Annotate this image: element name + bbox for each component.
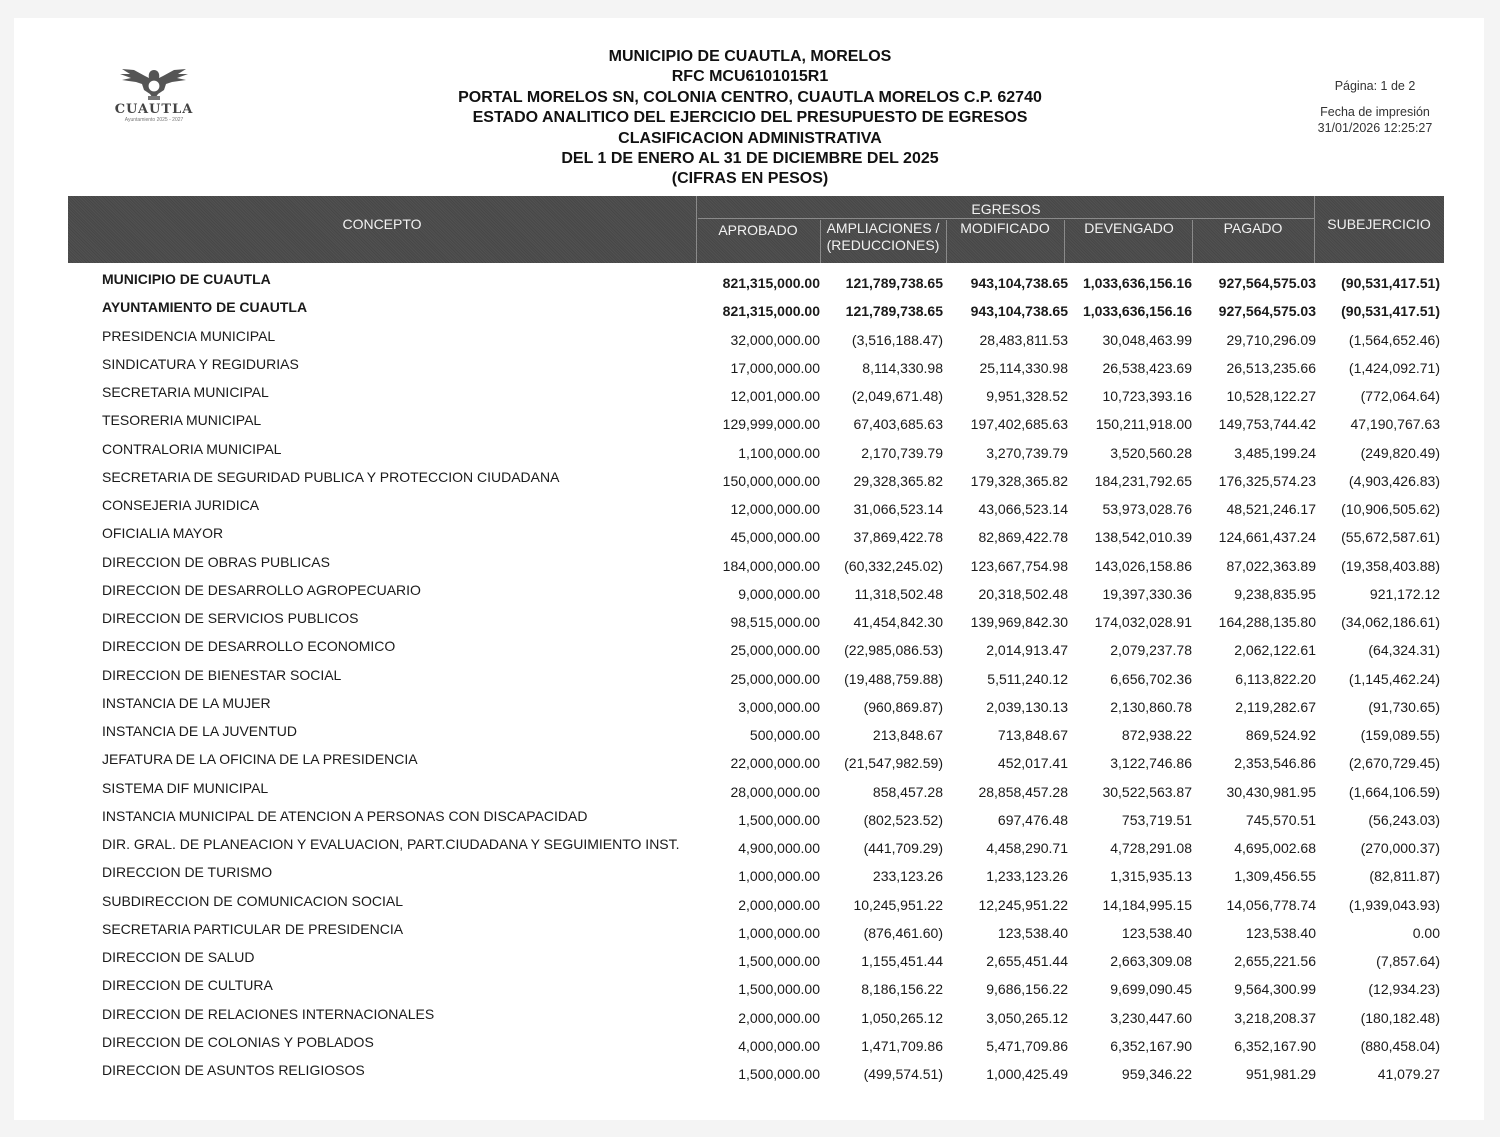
row-modificado-value: 28,858,457.28 [978,783,1068,800]
row-aprobado-value: 1,000,000.00 [738,868,820,885]
row-devengado-value: 174,032,028.91 [1094,614,1192,630]
row-modificado-value: 197,402,685.63 [970,416,1068,433]
reducciones-label: (REDUCCIONES) [826,237,940,253]
row-subejercicio-value: 921,172.12 [1369,585,1440,602]
row-aprobado-value: 32,000,000.00 [730,331,820,348]
row-pagado-value: 149,753,744.42 [1218,416,1316,433]
row-pagado-value: 48,521,246.17 [1226,501,1316,517]
table-row [0,893,1500,921]
table-row [0,836,1500,864]
row-ampliaciones-value: 67,403,685.63 [853,416,943,433]
row-subejercicio-value: (1,564,652.46) [1348,331,1440,348]
row-devengado-value: 53,973,028.76 [1102,501,1192,517]
header-line-report-title: ESTADO ANALITICO DEL EJERCICIO DEL PRESUPUESTO DE EGRESOS [472,109,1028,127]
row-ampliaciones-value: (21,547,982.59) [844,755,943,772]
row-subejercicio-value: (1,664,106.59) [1348,783,1440,800]
column-header-aprobado: APROBADO [718,222,798,238]
row-modificado-value: 452,017.41 [997,755,1068,772]
row-subejercicio-value: (90,531,417.51) [1341,303,1440,320]
eagle-emblem-icon [114,66,194,104]
row-pagado-value: 869,524.92 [1245,727,1316,743]
row-pagado-value: 176,325,574.23 [1218,472,1316,489]
row-devengado-value: 123,538.40 [1121,924,1192,941]
table-row [0,977,1500,1005]
table-row [0,384,1500,412]
row-aprobado-value: 1,100,000.00 [738,444,820,461]
row-subejercicio-value: (56,243.03) [1368,811,1440,828]
row-pagado-value: 29,710,296.09 [1226,331,1316,348]
row-concept: INSTANCIA MUNICIPAL DE ATENCION A PERSONAS CON DISCAPACIDAD [102,807,588,824]
row-pagado-value: 14,056,778.74 [1226,896,1316,913]
row-concept: DIRECCION DE DESARROLLO ECONOMICO [102,638,396,655]
row-subejercicio-value: (1,145,462.24) [1348,670,1440,687]
table-row [0,638,1500,666]
row-subejercicio-value: (19,358,403.88) [1341,557,1440,574]
row-devengado-value: 1,033,636,156.16 [1083,275,1192,291]
row-devengado-value: 3,230,447.60 [1110,1009,1192,1026]
row-subejercicio-value: (2,670,729.45) [1348,755,1440,772]
row-aprobado-value: 28,000,000.00 [730,783,820,800]
row-devengado-value: 184,231,792.65 [1094,472,1192,489]
row-ampliaciones-value: 37,869,422.78 [853,529,943,546]
row-modificado-value: 2,014,913.47 [986,642,1068,659]
row-modificado-value: 139,969,842.30 [970,614,1068,630]
row-subejercicio-value: (1,939,043.93) [1348,896,1440,913]
row-devengado-value: 138,542,010.39 [1094,529,1192,546]
row-ampliaciones-value: 1,155,451.44 [861,953,943,969]
row-aprobado-value: 25,000,000.00 [730,642,820,659]
table-row [0,921,1500,949]
table-row [0,1006,1500,1034]
print-meta [1290,78,1460,136]
header-line-classification: CLASIFICACION ADMINISTRATIVA [618,129,882,147]
row-ampliaciones-value: 2,170,739.79 [861,444,943,461]
row-subejercicio-value: (10,906,505.62) [1341,501,1440,517]
row-concept: CONTRALORIA MUNICIPAL [102,440,282,457]
row-pagado-value: 927,564,575.03 [1218,303,1316,320]
row-devengado-value: 30,522,563.87 [1102,783,1192,800]
table-row [0,356,1500,384]
row-modificado-value: 9,951,328.52 [986,388,1068,404]
row-aprobado-value: 2,000,000.00 [738,1009,820,1026]
row-devengado-value: 30,048,463.99 [1102,331,1192,348]
row-modificado-value: 3,050,265.12 [986,1009,1068,1026]
row-concept: JEFATURA DE LA OFICINA DE LA PRESIDENCIA [102,751,418,768]
row-devengado-value: 26,538,423.69 [1102,359,1192,376]
row-devengado-value: 19,397,330.36 [1102,585,1192,602]
row-modificado-value: 713,848.67 [997,727,1068,743]
table-row [0,412,1500,440]
row-modificado-value: 179,328,365.82 [970,472,1068,489]
row-aprobado-value: 25,000,000.00 [730,670,820,687]
row-devengado-value: 150,211,918.00 [1095,416,1192,433]
column-group-egresos: EGRESOS [971,201,1041,217]
row-aprobado-value: 4,900,000.00 [738,840,820,856]
row-aprobado-value: 2,000,000.00 [738,896,820,913]
row-aprobado-value: 150,000,000.00 [722,472,820,489]
row-modificado-value: 1,233,123.26 [986,868,1068,885]
page-number: Página: 1 de 2 [1334,79,1416,93]
row-subejercicio-value: 47,190,767.63 [1350,416,1440,433]
row-concept: OFICIALIA MAYOR [102,525,224,542]
row-subejercicio-value: (64,324.31) [1368,642,1440,659]
row-ampliaciones-value: 10,245,951.22 [853,896,943,913]
ampliaciones-label: AMPLIACIONES / [826,220,940,236]
table-row [0,723,1500,751]
row-pagado-value: 927,564,575.03 [1218,275,1316,291]
row-aprobado-value: 3,000,000.00 [738,698,820,715]
row-ampliaciones-value: 8,186,156.22 [861,981,943,998]
row-pagado-value: 9,238,835.95 [1234,585,1316,602]
table-row [0,299,1500,327]
row-ampliaciones-value: (19,488,759.88) [844,670,943,687]
column-header-modificado: MODIFICADO [960,220,1050,236]
row-concept: INSTANCIA DE LA JUVENTUD [102,723,298,739]
row-modificado-value: 2,655,451.44 [986,953,1068,969]
row-concept: DIRECCION DE ASUNTOS RELIGIOSOS [102,1062,365,1078]
row-subejercicio-value: (772,064.64) [1360,388,1440,404]
row-subejercicio-value: (4,903,426.83) [1348,472,1440,489]
table-row [0,441,1500,469]
table-row [0,469,1500,497]
row-pagado-value: 164,288,135.80 [1218,614,1316,630]
column-header-pagado: PAGADO [1223,220,1283,236]
row-ampliaciones-value: (441,709.29) [863,840,943,856]
row-aprobado-value: 821,315,000.00 [722,303,820,320]
row-aprobado-value: 1,000,000.00 [738,924,820,941]
row-ampliaciones-value: 121,789,738.65 [845,303,943,320]
row-ampliaciones-value: (22,985,086.53) [844,642,943,659]
table-row [0,497,1500,525]
row-devengado-value: 10,723,393.16 [1102,388,1192,404]
row-devengado-value: 2,130,860.78 [1110,698,1192,715]
header-line-units: (CIFRAS EN PESOS) [671,170,829,188]
row-subejercicio-value: (55,672,587.61) [1341,529,1440,546]
row-devengado-value: 2,663,309.08 [1110,953,1192,969]
table-row [0,328,1500,356]
table-row [0,271,1500,299]
row-modificado-value: 1,000,425.49 [986,1066,1068,1082]
row-concept: INSTANCIA DE LA MUJER [102,694,271,711]
row-ampliaciones-value: 29,328,365.82 [853,472,943,489]
row-ampliaciones-value: 1,050,265.12 [861,1009,943,1026]
row-devengado-value: 1,033,636,156.16 [1083,303,1192,320]
row-devengado-value: 959,346.22 [1121,1066,1192,1082]
row-subejercicio-value: 41,079.27 [1377,1066,1440,1082]
row-subejercicio-value: (7,857.64) [1376,953,1440,969]
row-concept: DIR. GRAL. DE PLANEACION Y EVALUACION, PART.CIUDADANA Y SEGUIMIENTO INST. [102,836,680,852]
row-ampliaciones-value: (802,523.52) [863,811,943,828]
row-pagado-value: 9,564,300.99 [1234,981,1316,998]
table-row [0,1062,1500,1090]
report-header [380,47,1120,190]
row-pagado-value: 124,661,437.24 [1218,529,1316,546]
row-modificado-value: 82,869,422.78 [978,529,1068,546]
row-concept: SISTEMA DIF MUNICIPAL [102,779,269,796]
row-aprobado-value: 1,500,000.00 [738,953,820,969]
row-concept: MUNICIPIO DE CUAUTLA [102,271,271,287]
print-date-label: Fecha de impresión [1320,105,1430,119]
row-modificado-value: 28,483,811.53 [979,331,1068,348]
row-concept: SECRETARIA PARTICULAR DE PRESIDENCIA [102,920,404,937]
row-modificado-value: 9,686,156.22 [986,981,1068,998]
table-row [0,864,1500,892]
column-header-concepto: CONCEPTO [342,216,422,232]
row-modificado-value: 2,039,130.13 [986,698,1068,715]
row-ampliaciones-value: 858,457.28 [872,783,943,800]
row-modificado-value: 5,471,709.86 [986,1037,1068,1054]
row-concept: DIRECCION DE OBRAS PUBLICAS [102,553,330,570]
row-concept: TESORERIA MUNICIPAL [102,412,262,429]
row-subejercicio-value: (880,458.04) [1360,1037,1440,1054]
table-row [0,1034,1500,1062]
header-line-municipality: MUNICIPIO DE CUAUTLA, MORELOS [608,48,892,65]
row-subejercicio-value: (90,531,417.51) [1341,275,1440,291]
row-concept: SINDICATURA Y REGIDURIAS [102,355,299,372]
row-devengado-value: 9,699,090.45 [1110,981,1192,998]
row-devengado-value: 143,026,158.86 [1094,557,1192,574]
table-header [68,196,1444,263]
row-concept: DIRECCION DE SALUD [102,949,255,965]
row-ampliaciones-value: (876,461.60) [863,924,943,941]
row-subejercicio-value: (180,182.48) [1360,1009,1440,1026]
logo-subtitle: Ayuntamiento 2025 - 2027 [124,117,184,123]
row-subejercicio-value: (1,424,092.71) [1348,359,1440,376]
row-ampliaciones-value: 31,066,523.14 [853,501,943,517]
row-aprobado-value: 17,000,000.00 [730,359,820,376]
table-row [0,525,1500,553]
row-concept: DIRECCION DE DESARROLLO AGROPECUARIO [102,581,421,598]
row-pagado-value: 123,538.40 [1245,924,1316,941]
row-modificado-value: 943,104,738.65 [970,275,1068,291]
row-subejercicio-value: 0.00 [1412,924,1440,941]
row-concept: DIRECCION DE BIENESTAR SOCIAL [102,666,342,683]
header-line-rfc: RFC MCU6101015R1 [671,68,829,86]
row-pagado-value: 6,113,822.20 [1235,670,1316,687]
column-header-devengado: DEVENGADO [1084,220,1174,236]
row-concept: DIRECCION DE RELACIONES INTERNACIONALES [102,1005,435,1022]
row-pagado-value: 30,430,981.95 [1226,783,1316,800]
row-ampliaciones-value: (960,869.87) [863,698,943,715]
row-subejercicio-value: (270,000.37) [1360,840,1440,856]
row-subejercicio-value: (91,730.65) [1368,698,1440,715]
table-row [0,610,1500,638]
row-pagado-value: 26,513,235.66 [1226,359,1316,376]
row-devengado-value: 6,352,167.90 [1110,1037,1192,1054]
table-row [0,780,1500,808]
column-header-ampliaciones [822,220,944,254]
row-pagado-value: 6,352,167.90 [1234,1037,1316,1054]
row-subejercicio-value: (12,934.23) [1368,981,1440,998]
row-modificado-value: 5,511,240.12 [987,670,1068,687]
cuautla-logo [100,66,208,130]
row-ampliaciones-value: (60,332,245.02) [844,557,943,574]
row-aprobado-value: 1,500,000.00 [738,1066,820,1082]
row-concept: DIRECCION DE CULTURA [102,977,273,994]
row-modificado-value: 43,066,523.14 [978,501,1068,517]
row-pagado-value: 87,022,363.89 [1226,557,1316,574]
row-concept: DIRECCION DE TURISMO [102,864,273,881]
row-aprobado-value: 12,001,000.00 [730,388,820,404]
row-ampliaciones-value: 1,471,709.86 [861,1037,943,1054]
header-line-period: DEL 1 DE ENERO AL 31 DE DICIEMBRE DEL 2025 [561,150,939,168]
row-pagado-value: 2,062,122.61 [1234,642,1316,659]
row-pagado-value: 10,528,122.27 [1226,388,1316,404]
row-concept: PRESIDENCIA MUNICIPAL [102,327,276,344]
row-aprobado-value: 12,000,000.00 [730,501,820,517]
row-pagado-value: 2,119,282.67 [1235,698,1316,715]
header-line-address: PORTAL MORELOS SN, COLONIA CENTRO, CUAUTLA MORELOS C.P. 62740 [458,88,1042,106]
row-devengado-value: 753,719.51 [1121,811,1192,828]
row-ampliaciones-value: 41,454,842.30 [853,614,943,630]
row-modificado-value: 943,104,738.65 [970,303,1068,320]
row-pagado-value: 1,309,456.55 [1234,868,1316,885]
row-ampliaciones-value: 11,318,502.48 [854,585,943,602]
row-aprobado-value: 45,000,000.00 [730,529,820,546]
row-devengado-value: 3,520,560.28 [1110,444,1192,461]
row-devengado-value: 4,728,291.08 [1110,840,1192,856]
row-concept: DIRECCION DE SERVICIOS PUBLICOS [102,610,359,626]
row-devengado-value: 6,656,702.36 [1110,670,1192,687]
row-subejercicio-value: (34,062,186.61) [1341,614,1440,630]
row-pagado-value: 2,353,546.86 [1234,755,1316,772]
row-aprobado-value: 9,000,000.00 [738,585,820,602]
row-modificado-value: 25,114,330.98 [979,359,1068,376]
row-aprobado-value: 184,000,000.00 [722,557,820,574]
row-modificado-value: 20,318,502.48 [978,585,1068,602]
column-header-subejercicio: SUBEJERCICIO [1327,216,1431,232]
table-row [0,808,1500,836]
row-concept: SECRETARIA DE SEGURIDAD PUBLICA Y PROTECCION CIUDADANA [102,468,560,485]
row-pagado-value: 951,981.29 [1245,1066,1316,1082]
row-modificado-value: 123,538.40 [997,924,1068,941]
row-modificado-value: 12,245,951.22 [978,896,1068,913]
row-aprobado-value: 4,000,000.00 [738,1037,820,1054]
row-concept: SUBDIRECCION DE COMUNICACION SOCIAL [102,892,404,909]
row-devengado-value: 3,122,746.86 [1110,755,1192,772]
row-aprobado-value: 1,500,000.00 [738,981,820,998]
row-ampliaciones-value: 233,123.26 [872,868,943,885]
row-aprobado-value: 129,999,000.00 [722,416,820,433]
logo-name: CUAUTLA [114,102,194,117]
row-ampliaciones-value: (3,516,188.47) [851,331,943,348]
table-row [0,582,1500,610]
row-pagado-value: 3,485,199.24 [1234,444,1316,461]
row-modificado-value: 3,270,739.79 [986,444,1068,461]
row-concept: CONSEJERIA JURIDICA [102,497,260,513]
row-concept: DIRECCION DE COLONIAS Y POBLADOS [102,1033,374,1050]
row-pagado-value: 3,218,208.37 [1234,1009,1316,1026]
print-date: 31/01/2026 12:25:27 [1317,121,1433,135]
row-concept: SECRETARIA MUNICIPAL [102,384,269,400]
row-modificado-value: 697,476.48 [997,811,1068,828]
row-subejercicio-value: (159,089.55) [1360,727,1440,743]
table-row [0,695,1500,723]
row-modificado-value: 123,667,754.98 [970,557,1068,574]
row-devengado-value: 1,315,935.13 [1110,868,1192,885]
row-ampliaciones-value: 121,789,738.65 [845,275,943,291]
row-ampliaciones-value: 8,114,330.98 [862,359,943,376]
table-row [0,554,1500,582]
row-subejercicio-value: (249,820.49) [1360,444,1440,461]
row-pagado-value: 745,570.51 [1245,811,1316,828]
row-aprobado-value: 98,515,000.00 [730,614,820,630]
row-concept: AYUNTAMIENTO DE CUAUTLA [102,299,308,316]
table-row [0,667,1500,695]
row-ampliaciones-value: 213,848.67 [872,727,943,743]
row-devengado-value: 2,079,237.78 [1110,642,1192,659]
row-ampliaciones-value: (499,574.51) [863,1066,943,1082]
row-pagado-value: 2,655,221.56 [1234,953,1316,969]
row-devengado-value: 14,184,995.15 [1102,896,1192,913]
row-ampliaciones-value: (2,049,671.48) [851,388,943,404]
row-aprobado-value: 1,500,000.00 [738,811,820,828]
row-aprobado-value: 500,000.00 [749,727,820,743]
row-devengado-value: 872,938.22 [1121,727,1192,743]
row-aprobado-value: 22,000,000.00 [730,755,820,772]
row-modificado-value: 4,458,290.71 [986,840,1068,856]
row-aprobado-value: 821,315,000.00 [722,275,820,291]
table-row [0,751,1500,779]
row-subejercicio-value: (82,811.87) [1369,868,1440,885]
row-pagado-value: 4,695,002.68 [1234,840,1316,856]
table-row [0,949,1500,977]
